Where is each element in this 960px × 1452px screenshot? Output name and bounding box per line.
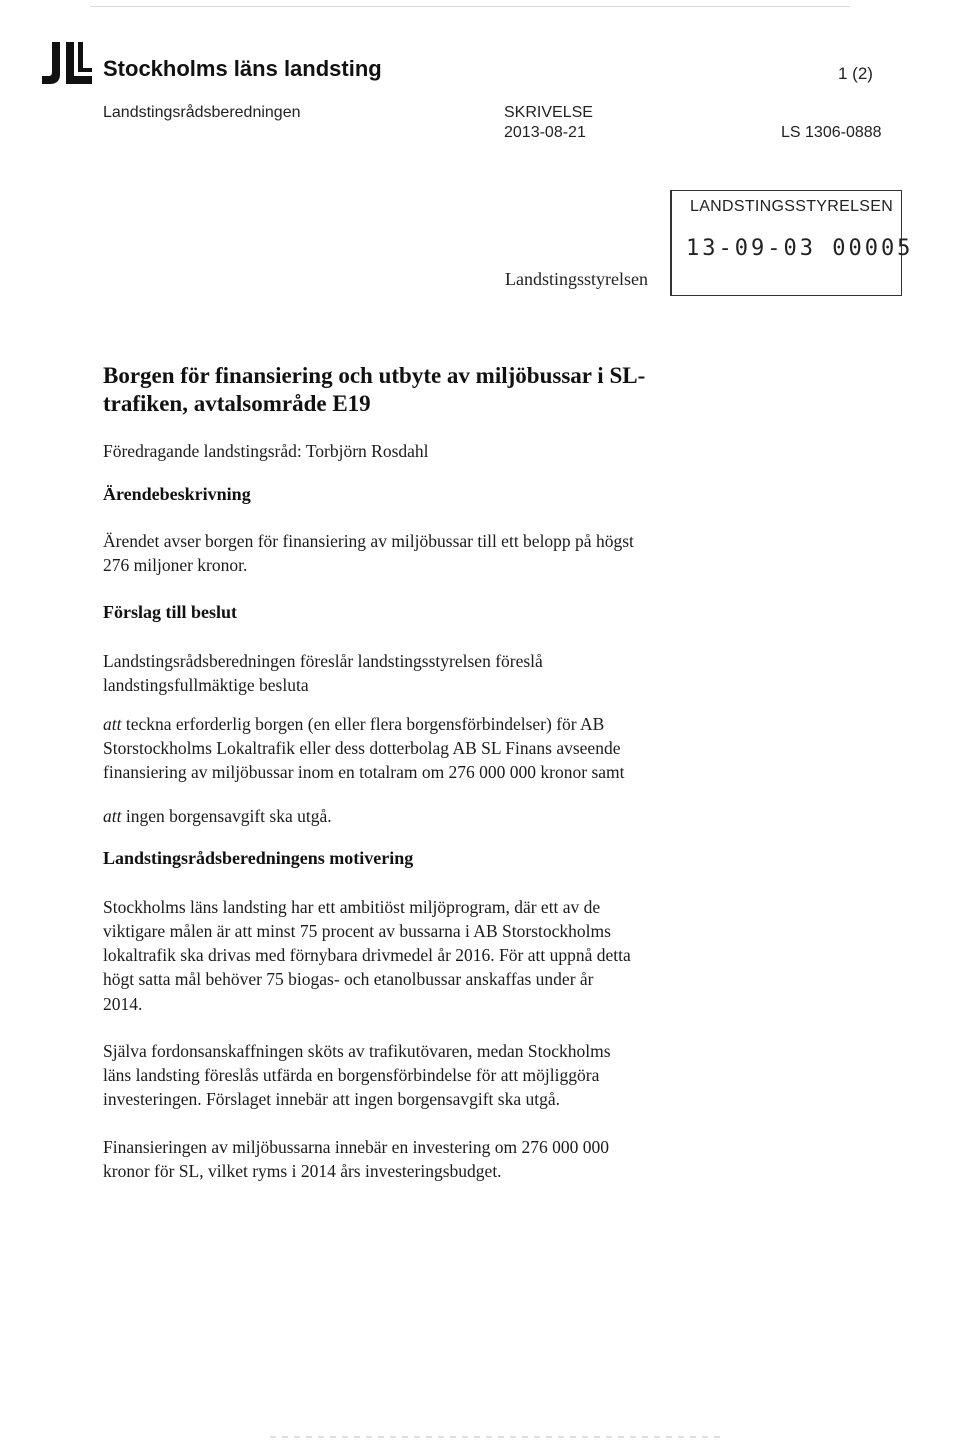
paragraph-line: 2014. xyxy=(103,994,143,1014)
paragraph-line: Själva fordonsanskaffningen sköts av trafikutövaren, medan Stockholms xyxy=(103,1041,611,1061)
presenter: Föredragande landstingsråd: Torbjörn Rosdahl xyxy=(103,441,429,461)
paragraph-line: Stockholms läns landsting har ett ambitiöst miljöprogram, där ett av de xyxy=(103,897,601,917)
paragraph-line: 276 miljoner kronor. xyxy=(103,555,248,575)
sll-logo xyxy=(40,40,96,88)
paragraph-line: högt satta mål behöver 75 biogas- och etanolbussar anskaffas under år xyxy=(103,969,594,989)
paragraph-line: Finansieringen av miljöbussarna innebär en investering om 276 000 000 xyxy=(103,1137,609,1157)
scan-artifact-bottom xyxy=(270,1436,720,1438)
document-title-line-1: Borgen för finansiering och utbyte av miljöbussar i SL- xyxy=(103,363,646,388)
diary-number: LS 1306-0888 xyxy=(781,124,882,141)
decision-text: teckna erforderlig borgen (en eller flera borgensförbindelser) för AB xyxy=(121,714,605,734)
paragraph-line: läns landsting föreslås utfärda en borgensförbindelse för att möjliggöra xyxy=(103,1065,600,1085)
document-date: 2013-08-21 xyxy=(504,124,586,141)
paragraph-line: lokaltrafik ska drivas med förnybara drivmedel år 2016. För att uppnå detta xyxy=(103,945,631,965)
paragraph-line: finansiering av miljöbussar inom en totalram om 276 000 000 kronor samt xyxy=(103,762,625,782)
scan-artifact-top xyxy=(90,6,850,7)
page-number: 1 (2) xyxy=(838,64,873,83)
section-heading-proposal: Förslag till beslut xyxy=(103,602,237,622)
paragraph-line: viktigare målen är att minst 75 procent av bussarna i AB Storstockholms xyxy=(103,921,611,941)
document-title-line-2: trafiken, avtalsområde E19 xyxy=(103,391,371,416)
paragraph-line: Storstockholms Lokaltrafik eller dess dotterbolag AB SL Finans avseende xyxy=(103,738,621,758)
att-marker: att xyxy=(103,806,122,826)
section-heading-case: Ärendebeskrivning xyxy=(103,484,251,504)
recipient: Landstingsstyrelsen xyxy=(505,269,648,289)
paragraph-line: investeringen. Förslaget innebär att ingen borgensavgift ska utgå. xyxy=(103,1089,560,1109)
department: Landstingsrådsberedningen xyxy=(103,104,301,121)
att-marker: att xyxy=(103,714,122,734)
paragraph-line: kronor för SL, vilket ryms i 2014 års investeringsbudget. xyxy=(103,1161,502,1181)
stamp-code: 13-09-03 00005 xyxy=(686,236,914,261)
decision-text: ingen borgensavgift ska utgå. xyxy=(121,806,332,826)
paragraph-line: landstingsfullmäktige besluta xyxy=(103,675,309,695)
decision-item-2 xyxy=(103,805,332,829)
section-heading-motivation: Landstingsrådsberedningens motivering xyxy=(103,848,414,868)
stamp-title: LANDSTINGSSTYRELSEN xyxy=(690,198,894,215)
paragraph-line: Ärendet avser borgen för finansiering av miljöbussar till ett belopp på högst xyxy=(103,531,634,551)
paragraph-line: Landstingsrådsberedningen föreslår landstingsstyrelsen föreslå xyxy=(103,651,543,671)
decision-item-1 xyxy=(103,713,604,737)
document-type: SKRIVELSE xyxy=(504,104,593,121)
org-name: Stockholms läns landsting xyxy=(103,56,382,81)
